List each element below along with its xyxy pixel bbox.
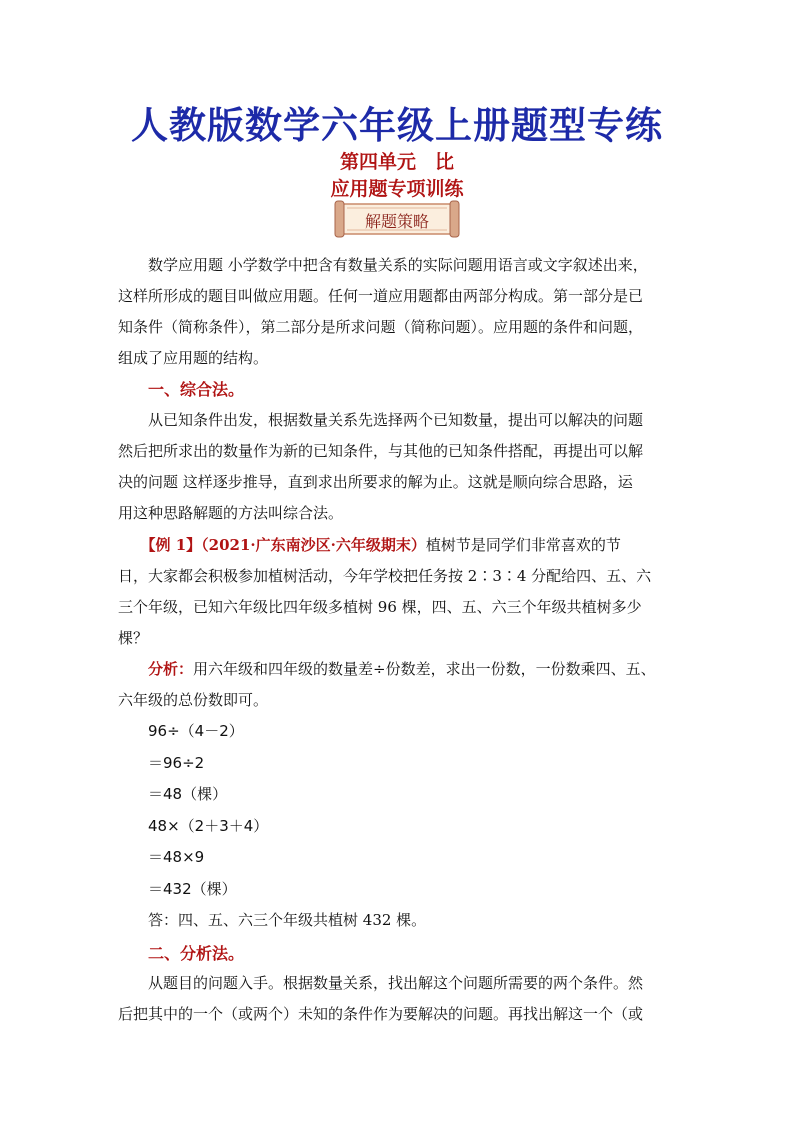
calc-step: ＝432（棵） <box>148 879 237 898</box>
intro-line: 这样所形成的题目叫做应用题。任何一道应用题都由两部分构成。第一部分是已 <box>118 287 644 305</box>
example1-line: 植树节是同学们非常喜欢的节 <box>425 536 621 554</box>
method1-line: 然后把所求出的数量作为新的已知条件，与其他的已知条件搭配，再提出可以解 <box>118 442 644 460</box>
calc-step: ＝96÷2 <box>148 753 205 772</box>
intro-line: 数学应用题 小学数学中把含有数量关系的实际问题用语言或文字叙述出来， <box>118 256 648 274</box>
scroll-label: 解题策略 <box>364 212 429 231</box>
method1-line: 决的问题 这样逐步推导，直到求出所要求的解为止。这就是顺向综合思路，运 <box>118 473 633 491</box>
method1-paragraph <box>118 405 678 529</box>
analysis-label: 分析： <box>148 660 194 678</box>
analysis-paragraph <box>118 654 678 716</box>
answer-line: 答：四、五、六三个年级共植树 432 棵。 <box>148 911 427 929</box>
method2-line: 从题目的问题入手。根据数量关系，找出解这个问题所需要的两个条件。然 <box>118 974 644 992</box>
method2-paragraph <box>118 968 678 1030</box>
method1-heading: 一、综合法。 <box>148 380 245 399</box>
method1-line: 从已知条件出发，根据数量关系先选择两个已知数量，提出可以解决的问题 <box>118 411 644 429</box>
intro-line: 知条件（简称条件），第二部分是所求问题（简称问题）。应用题的条件和问题， <box>118 318 644 336</box>
example1-paragraph <box>118 530 678 654</box>
calc-step: ＝48×9 <box>148 848 205 866</box>
analysis-first-line <box>118 654 678 685</box>
page-title: 人教版数学六年级上册题型专练 <box>131 103 663 147</box>
calc-step: ＝48（棵） <box>148 785 228 803</box>
analysis-line: 六年级的总份数即可。 <box>118 691 269 709</box>
example1-first-line <box>118 530 678 561</box>
section-subtitle: 应用题专项训练 <box>330 178 464 200</box>
example1-line: 日，大家都会积极参加植树活动，今年学校把任务按 2∶3∶4 分配给四、五、六 <box>118 567 652 585</box>
example1-line: 棵？ <box>118 629 149 647</box>
calc-step: 48×（2＋3＋4） <box>148 816 269 835</box>
example1-line: 三个年级，已知六年级比四年级多植树 96 棵，四、五、六三个年级共植树多少 <box>118 598 642 616</box>
calculation-steps <box>148 716 426 937</box>
method2-line: 后把其中的一个（或两个）未知的条件作为要解决的问题。再找出解这一个（或 <box>118 1005 644 1023</box>
intro-paragraph <box>118 250 678 374</box>
unit-title: 第四单元 比 <box>339 151 454 173</box>
analysis-line: 用六年级和四年级的数量差÷份数差，求出一份数，一份数乘四、五、 <box>193 660 656 678</box>
intro-line: 组成了应用题的结构。 <box>118 349 269 367</box>
example1-label: 【例 1】（2021·广东南沙区·六年级期末） <box>148 536 426 554</box>
calc-step: 96÷（4－2） <box>148 722 244 740</box>
method2-heading: 二、分析法。 <box>148 944 245 963</box>
method1-line: 用这种思路解题的方法叫综合法。 <box>118 504 344 522</box>
